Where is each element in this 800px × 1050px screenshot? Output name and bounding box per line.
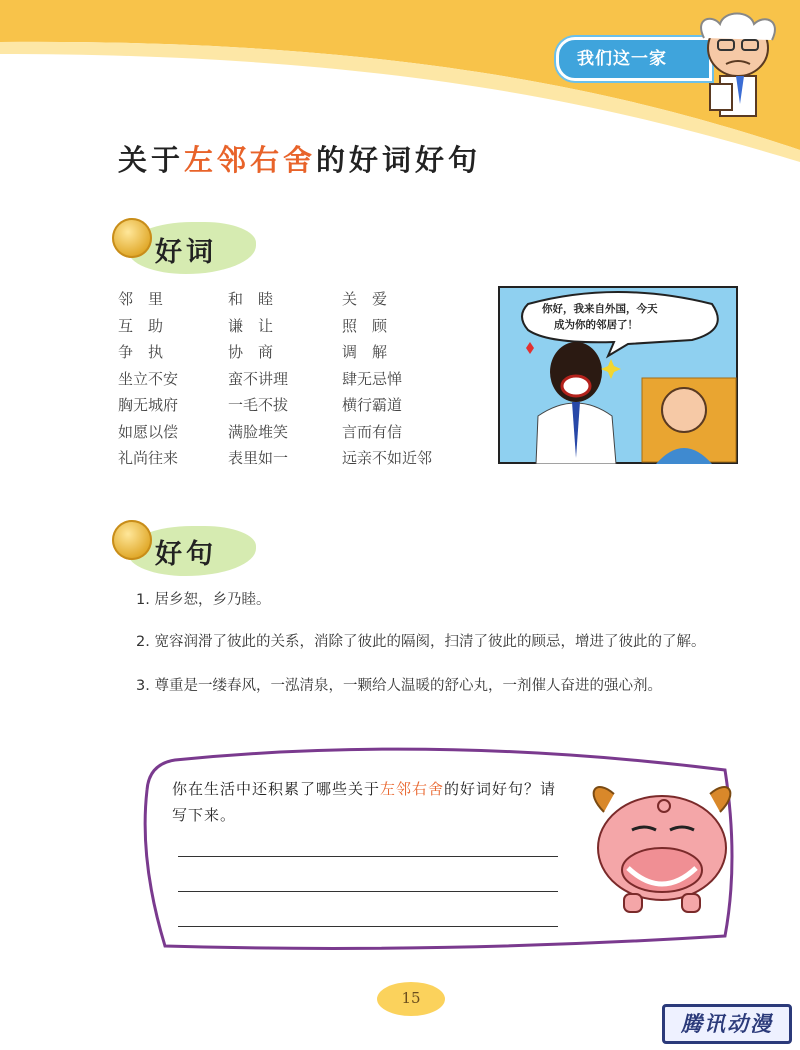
word-item: 邻 里 (118, 290, 164, 308)
comic-panel (498, 286, 738, 464)
sentence-item: 1. 居乡恕，乡乃睦。 (136, 592, 271, 608)
word-item: 蛮不讲理 (228, 369, 289, 388)
chapter-tab: 我们这一家 (556, 37, 712, 81)
grandpa-mascot-illustration (690, 8, 786, 120)
sentence-item: 3. 尊重是一缕春风，一泓清泉，一颗给人温暖的舒心丸，一剂催人奋进的强心剂。 (136, 678, 662, 694)
word-item: 照 顾 (342, 316, 388, 335)
word-item: 礼尚往来 (118, 449, 179, 467)
word-item: 胸无城府 (118, 396, 179, 414)
word-item: 协 商 (228, 343, 274, 361)
answer-line[interactable] (178, 891, 558, 892)
word-item: 横行霸道 (342, 396, 403, 414)
coin-icon (112, 520, 152, 560)
coin-icon (112, 218, 152, 258)
word-item: 远亲不如近邻 (342, 449, 433, 467)
sentence-item: 2. 宽容润滑了彼此的关系，消除了彼此的隔阂，扫清了彼此的顾忌，增进了彼此的了解。 (136, 634, 706, 650)
answer-line[interactable] (178, 856, 558, 857)
word-item: 谦 让 (228, 316, 274, 335)
word-item: 和 睦 (228, 290, 274, 308)
pig-mascot-illustration (574, 772, 750, 922)
word-item: 坐立不安 (118, 369, 179, 388)
page-number: 15 (401, 989, 421, 1007)
word-item: 言而有信 (342, 422, 403, 441)
speech-bubble-line-1: 你好，我来自外国，今天 (542, 303, 658, 315)
sentences-section-heading: 好句 (155, 539, 217, 570)
speech-bubble-line-2: 成为你的邻居了！ (554, 319, 638, 331)
word-item: 互 助 (118, 316, 164, 335)
word-item: 一毛不拔 (228, 396, 289, 414)
answer-line[interactable] (178, 926, 558, 927)
word-item: 关 爱 (342, 290, 388, 308)
word-item: 如愿以偿 (118, 422, 179, 441)
words-section-heading: 好词 (155, 237, 217, 268)
word-item: 表里如一 (228, 449, 289, 467)
word-item: 争 执 (118, 343, 164, 361)
watermark-logo: 腾讯动漫 (662, 1004, 792, 1044)
page-title: 关于左邻右舍的好词好句 (118, 143, 482, 177)
word-item: 调 解 (342, 343, 388, 361)
word-item: 肆无忌惮 (342, 369, 403, 388)
prompt-question: 你在生活中还积累了哪些关于左邻右舍的好词好句？请写下来。 (172, 780, 557, 824)
word-item: 满脸堆笑 (228, 422, 289, 441)
